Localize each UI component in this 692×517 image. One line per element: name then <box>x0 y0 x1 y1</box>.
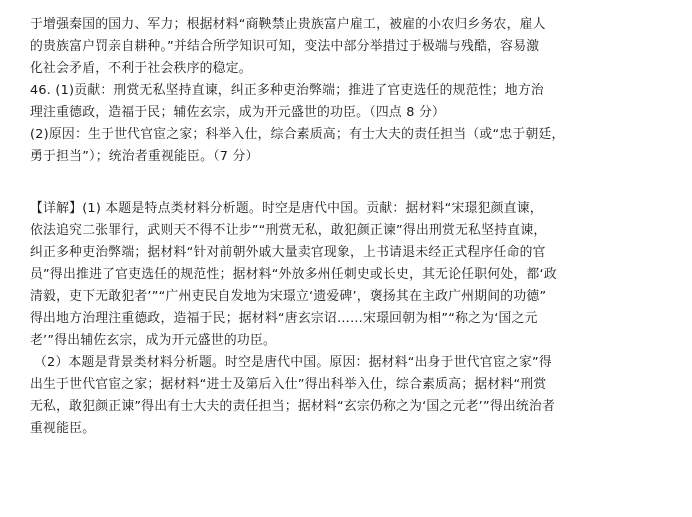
text-line: 勇于担当”）；统治者重视能臣。（7 分） <box>30 149 259 164</box>
question-46-answer-part2: (2)原因：生于世代官宦之家；科举入仕，综合素质高；有士大夫的责任担当（或“忠于朝廷， <box>30 127 565 142</box>
text-line: 于增强秦国的国力、军力；根据材料“商鞅禁止贵族富户雇工，被雇的小农归乡务农，雇人 <box>30 17 546 32</box>
text-line: 重视能臣。 <box>30 421 96 436</box>
explanation-heading-line: 【详解】(1) 本题是特点类材料分析题。时空是唐代中国。贡献：据材料“宋璟犯颜直谏， <box>30 201 543 216</box>
text-line: 的贵族富户罚亲自耕种。”并结合所学知识可知，变法中部分举措过于极端与残酷，容易激 <box>30 39 540 54</box>
text-line: 老’”得出辅佐玄宗，成为开元盛世的功臣。 <box>30 333 277 348</box>
text-line: 出生于世代官宦之家；据材料“进士及第后入仕”得出科举入仕，综合素质高；据材料“刑赏 <box>30 377 547 392</box>
text-line: 无私，敢犯颜正谏”得出有士大夫的责任担当；据材料“玄宗仍称之为‘国之元老’”得出统治者 <box>30 399 556 414</box>
document-page <box>30 14 670 440</box>
text-line: 依法追究二张罪行，武则天不得不让步”“刑赏无私，敢犯颜正谏”得出刑赏无私坚持直谏， <box>30 223 547 238</box>
text-line: 理注重德政，造福于民；辅佐玄宗，成为开元盛世的功臣。（四点 8 分） <box>30 105 446 120</box>
text-line: 纠正多种吏治弊端；据材料“针对前朝外戚大量卖官现象，上书请退未经正式程序任命的官 <box>30 245 546 260</box>
text-line: 化社会矛盾，不利于社会秩序的稳定。 <box>30 61 252 76</box>
detailed-explanation-block <box>30 198 670 440</box>
text-line: 员”得出推进了官吏选任的规范性；据材料“外放多州任刺史或长史，其无论任职何处，都‘政 <box>30 267 557 282</box>
previous-answer-block <box>30 14 670 168</box>
text-line: 得出地方治理注重德政，造福于民；据材料“唐玄宗诏……宋璟回朝为相”“称之为‘国之元 <box>30 311 538 326</box>
question-46-answer-part1: 46. (1)贡献：刑赏无私坚持直谏，纠正多种吏治弊端；推进了官吏选任的规范性；地方治 <box>30 83 544 98</box>
paragraph-gap <box>30 168 670 198</box>
explanation-part2-line: （2）本题是背景类材料分析题。时空是唐代中国。原因：据材料“出身于世代官宦之家”得 <box>34 355 552 370</box>
text-line: 清毅，吏下无敢犯者’”“广州吏民自发地为宋璟立‘遗爱碑’，褒扬其在主政广州期间的功德” <box>30 289 547 304</box>
